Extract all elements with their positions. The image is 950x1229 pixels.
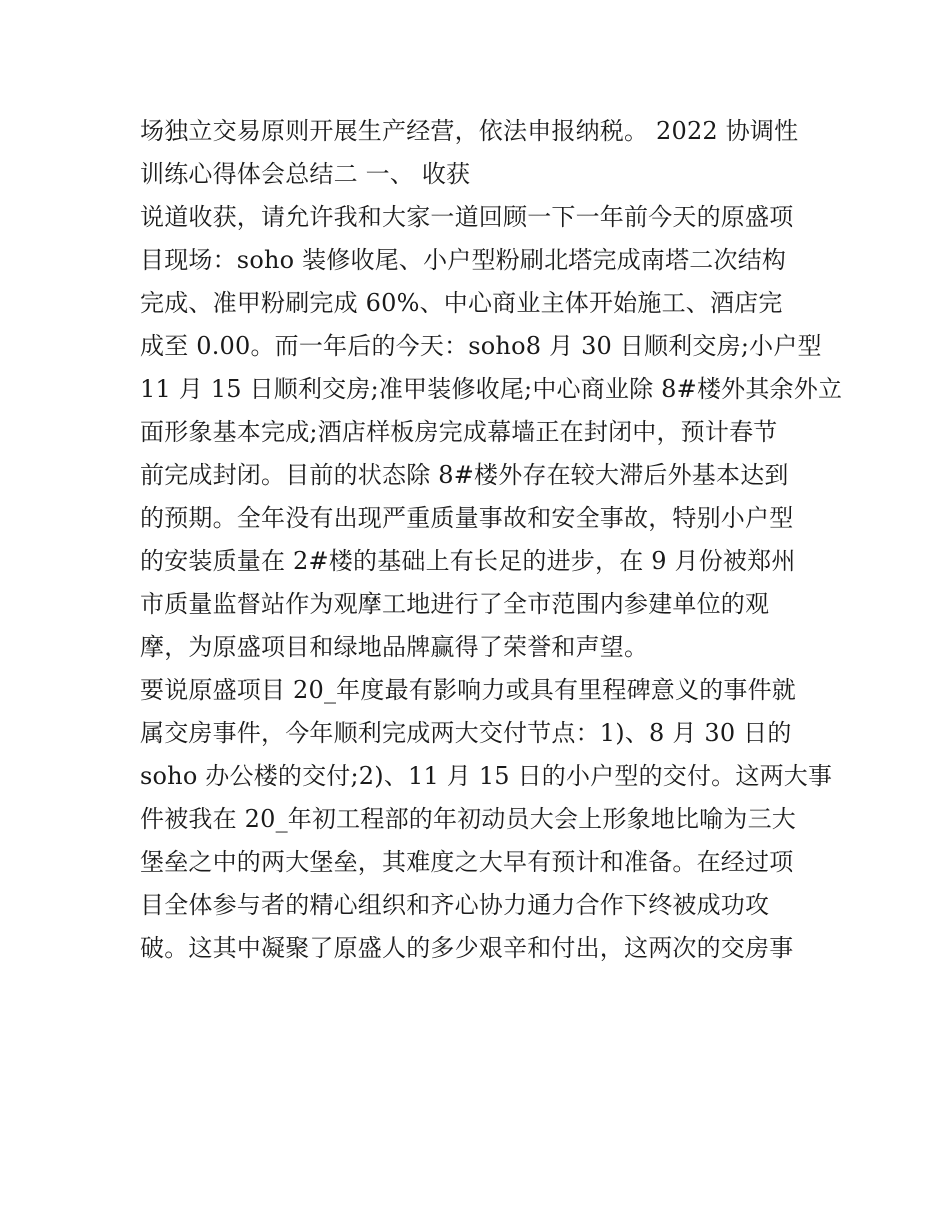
text-line: 说道收获，请允许我和大家一道回顾一下一年前今天的原盛项 — [140, 203, 794, 231]
text-line: 成至 0.00。而一年后的今天：soho8 月 30 日顺利交房;小户型 — [140, 332, 822, 360]
text-line: 要说原盛项目 20_年度最有影响力或具有里程碑意义的事件就 — [140, 676, 796, 704]
text-line: 市质量监督站作为观摩工地进行了全市范围内参建单位的观 — [140, 590, 770, 618]
text-line: 训练心得体会总结二 一、 收获 — [140, 160, 471, 188]
text-line: 面形象基本完成;酒店样板房完成幕墙正在封闭中，预计春节 — [140, 418, 778, 446]
text-line: 摩，为原盛项目和绿地品牌赢得了荣誉和声望。 — [140, 633, 649, 661]
text-line: 属交房事件，今年顺利完成两大交付节点：1)、8 月 30 日的 — [140, 719, 792, 747]
text-line: 完成、准甲粉刷完成 60%、中心商业主体开始施工、酒店完 — [140, 289, 783, 317]
text-line: 破。这其中凝聚了原盛人的多少艰辛和付出，这两次的交房事 — [140, 934, 794, 962]
text-line: 的预期。全年没有出现严重质量事故和安全事故，特别小户型 — [140, 504, 794, 532]
text-line: soho 办公楼的交付;2)、11 月 15 日的小户型的交付。这两大事 — [140, 762, 833, 790]
document-body — [140, 110, 843, 970]
text-line: 目全体参与者的精心组织和齐心协力通力合作下终被成功攻 — [140, 891, 770, 919]
text-line: 堡垒之中的两大堡垒，其难度之大早有预计和准备。在经过项 — [140, 848, 794, 876]
text-line: 件被我在 20_年初工程部的年初动员大会上形象地比喻为三大 — [140, 805, 796, 833]
text-line: 11 月 15 日顺利交房;准甲装修收尾;中心商业除 8#楼外其余外立 — [140, 375, 843, 403]
text-line: 场独立交易原则开展生产经营，依法申报纳税。 2022 协调性 — [140, 117, 799, 145]
text-line: 目现场：soho 装修收尾、小户型粉刷北塔完成南塔二次结构 — [140, 246, 787, 274]
text-line: 前完成封闭。目前的状态除 8#楼外存在较大滞后外基本达到 — [140, 461, 789, 489]
text-line: 的安装质量在 2#楼的基础上有长足的进步，在 9 月份被郑州 — [140, 547, 796, 575]
